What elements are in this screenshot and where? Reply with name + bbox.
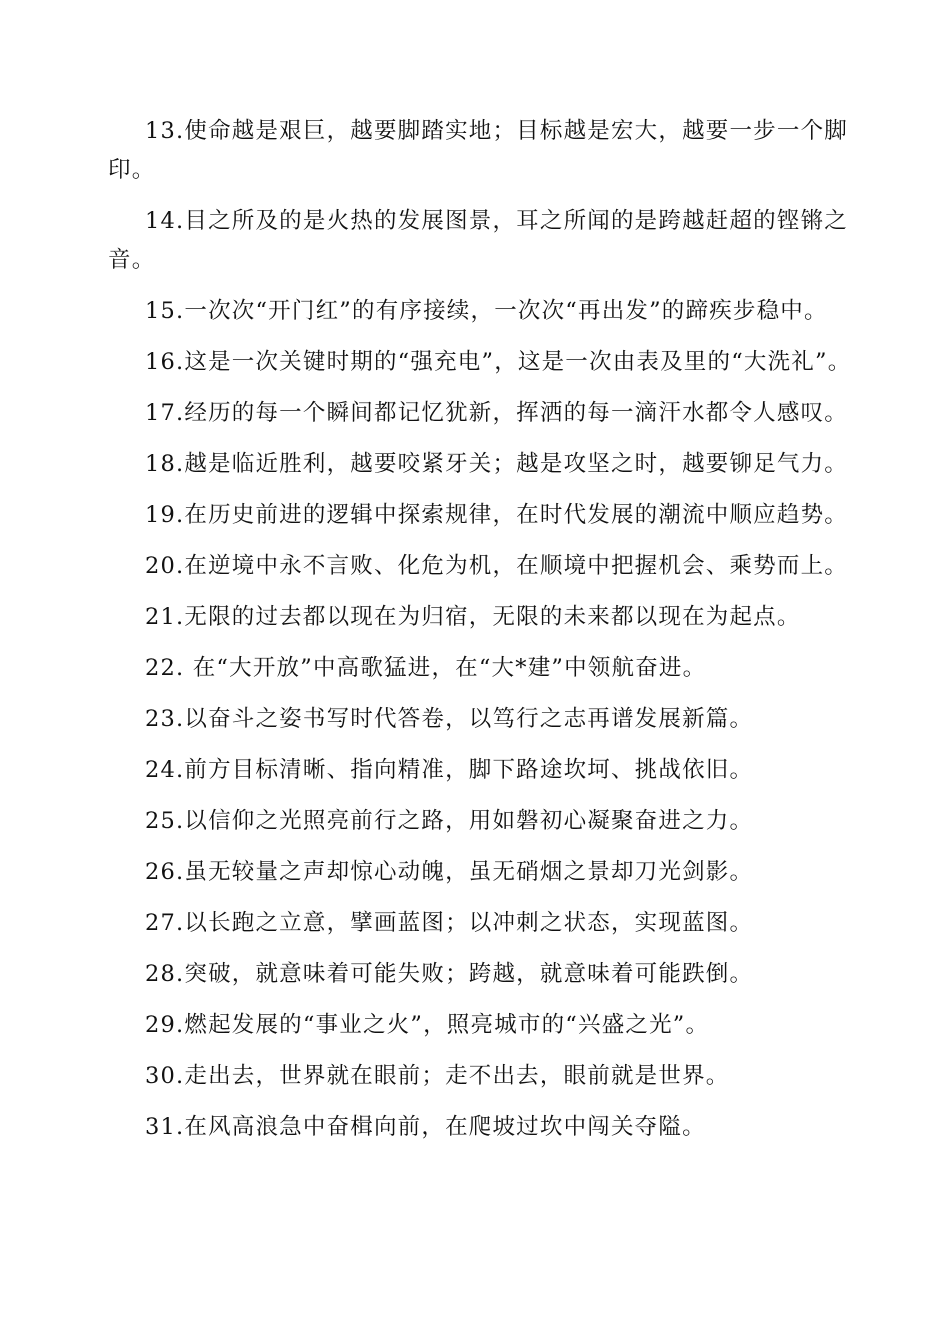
paragraph-20: 20.在逆境中永不言败、化危为机，在顺境中把握机会、乘势而上。 <box>145 553 848 579</box>
paragraph-25: 25.以信仰之光照亮前行之路，用如磐初心凝聚奋进之力。 <box>145 808 754 834</box>
paragraph-29: 29.燃起发展的“事业之火”，照亮城市的“兴盛之光”。 <box>145 1012 710 1038</box>
paragraph-18: 18.越是临近胜利，越要咬紧牙关；越是攻坚之时，越要铆足气力。 <box>145 451 848 477</box>
paragraph-31: 31.在风高浪急中奋楫向前，在爬坡过坎中闯关夺隘。 <box>145 1114 706 1140</box>
paragraph-19: 19.在历史前进的逻辑中探索规律，在时代发展的潮流中顺应趋势。 <box>145 502 848 528</box>
paragraph-15: 15.一次次“开门红”的有序接续，一次次“再出发”的蹄疾步稳中。 <box>145 298 828 324</box>
paragraph-22: 22. 在“大开放”中高歌猛进，在“大*建”中领航奋进。 <box>145 655 707 681</box>
paragraph-27: 27.以长跑之立意，擘画蓝图；以冲刺之状态，实现蓝图。 <box>145 910 754 936</box>
paragraph-28: 28.突破，就意味着可能失败；跨越，就意味着可能跌倒。 <box>145 961 754 987</box>
paragraph-30: 30.走出去，世界就在眼前；走不出去，眼前就是世界。 <box>145 1063 730 1089</box>
paragraph-24: 24.前方目标清晰、指向精准，脚下路途坎坷、挑战依旧。 <box>145 757 754 783</box>
paragraph-13: 13.使命越是艰巨，越要脚踏实地；目标越是宏大，越要一步一个脚印。 <box>108 118 848 183</box>
paragraph-26: 26.虽无较量之声却惊心动魄，虽无硝烟之景却刀光剑影。 <box>145 859 754 885</box>
paragraph-14: 14.目之所及的是火热的发展图景，耳之所闻的是跨越赶超的铿锵之音。 <box>108 208 848 273</box>
paragraph-17: 17.经历的每一个瞬间都记忆犹新，挥洒的每一滴汗水都令人感叹。 <box>145 400 848 426</box>
document-content <box>108 112 852 1159</box>
paragraph-23: 23.以奋斗之姿书写时代答卷，以笃行之志再谱发展新篇。 <box>145 706 754 732</box>
paragraph-16: 16.这是一次关键时期的“强充电”，这是一次由表及里的“大洗礼”。 <box>145 349 852 375</box>
paragraph-21: 21.无限的过去都以现在为归宿，无限的未来都以现在为起点。 <box>145 604 801 630</box>
